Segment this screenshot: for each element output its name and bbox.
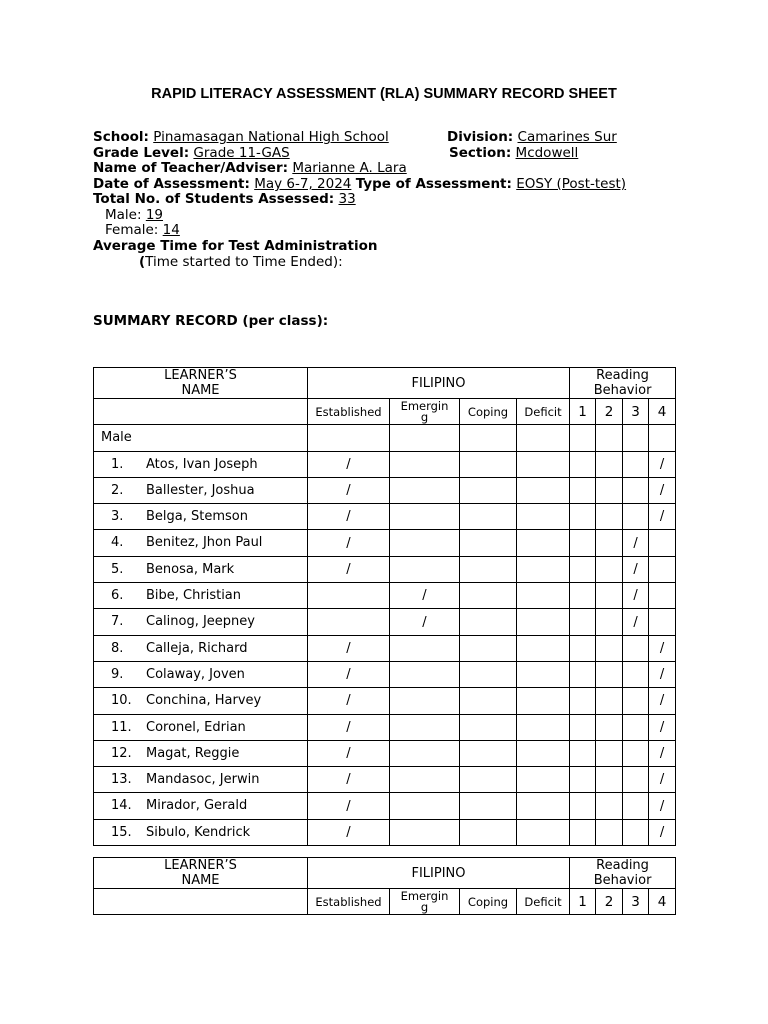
teacher-label: Name of Teacher/Adviser: [93,160,289,176]
repeat-header-row-2 [94,889,676,915]
deficit-mark [517,688,570,714]
learner-cell [94,477,308,503]
learner-number: 4. [111,535,124,551]
table-row [94,793,676,819]
learner-cell [94,767,308,793]
learner-name: Benosa, Mark [146,561,235,577]
learner-cell [94,793,308,819]
r1-mark [570,740,596,766]
empty-cell [390,425,460,451]
established-mark: / [308,793,390,819]
coping-mark [460,609,517,635]
learner-name: Ballester, Joshua [146,482,255,498]
type-value: EOSY (Post-test) [516,176,627,192]
deficit-mark [517,740,570,766]
deficit-mark [517,609,570,635]
learner-name: Colaway, Joven [146,666,245,682]
learner-cell [94,583,308,609]
learner-cell [94,819,308,845]
learner-cell [94,661,308,687]
r3-mark [623,714,649,740]
learner-number: 10. [111,693,132,709]
school-value: Pinamasagan National High School [153,129,389,145]
learner-number: 11. [111,719,132,735]
r1-mark [570,635,596,661]
male-value: 19 [145,207,164,223]
r4-mark: / [649,714,676,740]
deficit-header: Deficit [517,399,570,425]
emerging-mark [390,556,460,582]
learner-number: 2. [111,482,124,498]
document-title: RAPID LITERACY ASSESSMENT (RLA) SUMMARY RECORD SHEET [151,86,617,102]
learner-number: 9. [111,666,124,682]
reading-behavior-header: Reading Behavior [570,368,676,399]
coping-mark [460,740,517,766]
rb-4-header: 4 [649,399,676,425]
emerging-mark [390,451,460,477]
r4-mark [649,609,676,635]
coping-mark [460,583,517,609]
total-line [93,192,356,208]
emerging-header: Emergin g [390,399,460,425]
emerging-mark [390,635,460,661]
learner-name: Benitez, Jhon Paul [146,535,263,551]
table-row [94,767,676,793]
r1-mark [570,688,596,714]
learner-cell [94,688,308,714]
r2-mark [596,504,623,530]
r2-mark [596,819,623,845]
rb-1-header: 1 [570,399,596,425]
table-row [94,451,676,477]
emerging-mark [390,740,460,766]
emerging-mark [390,714,460,740]
group-row-male [94,425,676,451]
r2-mark [596,767,623,793]
learner-name: Bibe, Christian [146,588,242,604]
rb-3-header-repeat: 3 [623,889,649,915]
learner-name-header-repeat: LEARNER’S NAME [94,858,308,889]
r3-mark [623,504,649,530]
division-label: Division: [447,129,514,145]
r3-mark [623,740,649,766]
male-label: Male: [105,207,142,223]
deficit-mark [517,530,570,556]
r2-mark [596,661,623,687]
r3-mark [623,688,649,714]
r4-mark [649,556,676,582]
table-row [94,714,676,740]
r4-mark [649,530,676,556]
r1-mark [570,504,596,530]
group-label-male: Male [94,425,308,451]
grade-label: Grade Level: [93,145,190,161]
section-value: Mcdowell [515,145,579,161]
established-mark: / [308,556,390,582]
r1-mark [570,714,596,740]
learner-number: 15. [111,824,132,840]
learner-name: Coronel, Edrian [146,719,246,735]
deficit-mark [517,477,570,503]
repeat-header-row-1 [94,858,676,889]
date-label: Date of Assessment: [93,176,250,192]
blank-header-repeat [94,889,308,915]
time-text: Time started to Time Ended): [145,254,343,270]
summary-table-footer-header [93,857,676,915]
r2-mark [596,688,623,714]
learner-number: 8. [111,640,124,656]
learner-name: Calinog, Jeepney [146,614,255,630]
r2-mark [596,609,623,635]
r3-mark: / [623,556,649,582]
teacher-line [93,161,407,177]
established-header: Established [308,399,390,425]
header-row-2 [94,399,676,425]
r4-mark: / [649,451,676,477]
filipino-header: FILIPINO [308,368,570,399]
learner-name: Conchina, Harvey [146,693,262,709]
emerging-mark: / [390,609,460,635]
reading-behavior-header-repeat: Reading Behavior [570,858,676,889]
established-mark: / [308,819,390,845]
time-paren: ( [139,254,146,270]
deficit-mark [517,819,570,845]
r3-mark [623,661,649,687]
female-label: Female: [105,222,159,238]
learner-number: 14. [111,798,132,814]
r1-mark [570,556,596,582]
r4-mark: / [649,793,676,819]
emerging-header-repeat: Emergin g [390,889,460,915]
r4-mark: / [649,635,676,661]
coping-header: Coping [460,399,517,425]
r4-mark: / [649,661,676,687]
learner-name: Mandasoc, Jerwin [146,772,260,788]
learner-number: 7. [111,614,124,630]
coping-mark [460,714,517,740]
rb-2-header: 2 [596,399,623,425]
school-line [93,130,389,146]
learner-number: 13. [111,772,132,788]
table-row [94,819,676,845]
emerging-mark [390,793,460,819]
deficit-mark [517,504,570,530]
r2-mark [596,793,623,819]
r1-mark [570,583,596,609]
r2-mark [596,714,623,740]
learner-name: Magat, Reggie [146,745,240,761]
learner-name: Mirador, Gerald [146,798,248,814]
r2-mark [596,583,623,609]
established-mark: / [308,688,390,714]
empty-cell [570,425,596,451]
school-label: School: [93,129,149,145]
r4-mark [649,583,676,609]
female-value: 14 [162,222,180,238]
established-mark: / [308,714,390,740]
r1-mark [570,661,596,687]
table-row [94,504,676,530]
coping-mark [460,819,517,845]
learner-cell [94,530,308,556]
empty-cell [623,425,649,451]
type-label: Type of Assessment: [355,176,512,192]
emerging-mark [390,767,460,793]
emerging-mark: / [390,583,460,609]
r3-mark [623,635,649,661]
learner-name: Belga, Stemson [146,509,248,525]
learner-name: Calleja, Richard [146,640,248,656]
filipino-header-repeat: FILIPINO [308,858,570,889]
grade-value: Grade 11-GAS [193,145,290,161]
established-header-repeat: Established [308,889,390,915]
emerging-mark [390,661,460,687]
r4-mark: / [649,477,676,503]
rb-1-header-repeat: 1 [570,889,596,915]
table-row [94,530,676,556]
r3-mark [623,819,649,845]
division-line [447,130,617,146]
table-row [94,688,676,714]
total-value: 33 [338,191,356,207]
r4-mark: / [649,767,676,793]
coping-mark [460,530,517,556]
coping-mark [460,477,517,503]
deficit-mark [517,793,570,819]
blank-header [94,399,308,425]
r1-mark [570,819,596,845]
established-mark: / [308,635,390,661]
deficit-mark [517,556,570,582]
r4-mark: / [649,740,676,766]
avg-time-label: Average Time for Test Administration [93,238,378,254]
division-value: Camarines Sur [517,129,617,145]
r2-mark [596,635,623,661]
r2-mark [596,556,623,582]
learner-cell [94,740,308,766]
learner-name-header: LEARNER’S NAME [94,368,308,399]
r4-mark: / [649,688,676,714]
female-line [105,223,180,239]
emerging-mark [390,688,460,714]
r1-mark [570,477,596,503]
learner-number: 1. [111,456,124,472]
date-value: May 6-7, 2024 [254,176,352,192]
r2-mark [596,451,623,477]
established-mark: / [308,661,390,687]
learner-number: 6. [111,588,124,604]
deficit-mark [517,635,570,661]
coping-mark [460,635,517,661]
r3-mark [623,767,649,793]
learner-number: 12. [111,745,132,761]
r4-mark: / [649,819,676,845]
emerging-mark [390,819,460,845]
established-mark: / [308,530,390,556]
learner-number: 5. [111,561,124,577]
learner-cell [94,609,308,635]
coping-mark [460,451,517,477]
r2-mark [596,477,623,503]
emerging-mark [390,477,460,503]
r1-mark [570,451,596,477]
avg-time-line [93,239,378,255]
section-line [449,146,578,162]
empty-cell [308,425,390,451]
coping-mark [460,504,517,530]
learner-name: Atos, Ivan Joseph [146,456,258,472]
r1-mark [570,767,596,793]
established-mark: / [308,451,390,477]
coping-header-repeat: Coping [460,889,517,915]
teacher-value: Marianne A. Lara [292,160,407,176]
r2-mark [596,740,623,766]
deficit-mark [517,583,570,609]
empty-cell [649,425,676,451]
r3-mark: / [623,609,649,635]
rb-3-header: 3 [623,399,649,425]
r3-mark [623,451,649,477]
table-row [94,661,676,687]
section-label: Section: [449,145,512,161]
summary-table [93,367,676,846]
total-label: Total No. of Students Assessed: [93,191,335,207]
r3-mark [623,793,649,819]
coping-mark [460,556,517,582]
deficit-mark [517,767,570,793]
learner-name: Sibulo, Kendrick [146,824,251,840]
table-row [94,477,676,503]
r1-mark [570,609,596,635]
coping-mark [460,793,517,819]
learner-cell [94,504,308,530]
table-row [94,740,676,766]
r1-mark [570,530,596,556]
learner-cell [94,635,308,661]
r4-mark: / [649,504,676,530]
r2-mark [596,530,623,556]
empty-cell [460,425,517,451]
deficit-mark [517,451,570,477]
table-row [94,583,676,609]
r3-mark: / [623,530,649,556]
coping-mark [460,767,517,793]
learner-number: 3. [111,509,124,525]
summary-label: SUMMARY RECORD (per class): [93,313,329,329]
time-line [139,255,343,271]
established-mark [308,609,390,635]
established-mark: / [308,767,390,793]
header-row-1 [94,368,676,399]
coping-mark [460,688,517,714]
rb-4-header-repeat: 4 [649,889,676,915]
deficit-header-repeat: Deficit [517,889,570,915]
emerging-mark [390,530,460,556]
established-mark: / [308,504,390,530]
r3-mark: / [623,583,649,609]
rb-2-header-repeat: 2 [596,889,623,915]
table-row [94,635,676,661]
learner-cell [94,714,308,740]
emerging-mark [390,504,460,530]
coping-mark [460,661,517,687]
table-row [94,556,676,582]
empty-cell [596,425,623,451]
established-mark: / [308,740,390,766]
table-row [94,609,676,635]
learner-cell [94,451,308,477]
established-mark [308,583,390,609]
established-mark: / [308,477,390,503]
learner-cell [94,556,308,582]
deficit-mark [517,714,570,740]
empty-cell [517,425,570,451]
r3-mark [623,477,649,503]
deficit-mark [517,661,570,687]
r1-mark [570,793,596,819]
